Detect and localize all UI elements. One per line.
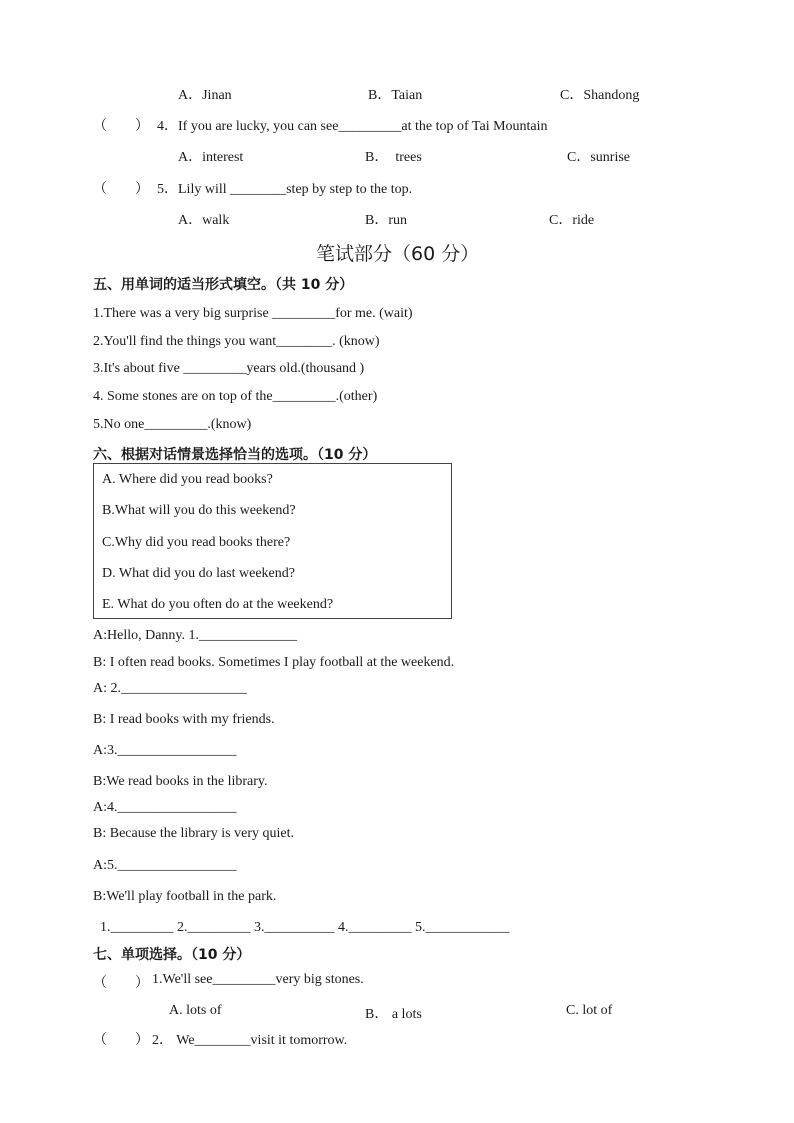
dialogue-line-1: A:Hello, Danny. 1.______________: [93, 628, 298, 643]
section5-item-4: 4. Some stones are on top of the_________.(other): [93, 389, 378, 404]
q5-answer-paren[interactable]: （ ）: [93, 182, 149, 197]
section5-item-2: 2.You'll find the things you want________. (know): [93, 334, 380, 349]
s7-q1-answer-paren[interactable]: （ ）: [93, 976, 149, 991]
section5-heading: 五、用单词的适当形式填空。（共 10 分）: [93, 277, 354, 293]
q4-option-b: B． trees: [365, 150, 422, 165]
section5-item-5: 5.No one_________.(know): [93, 417, 252, 432]
choice-d: D. What did you do last weekend?: [102, 566, 295, 581]
s7-q1-stem: 1.We'll see_________very big stones.: [152, 972, 364, 987]
q5-option-c: C．ride: [549, 213, 595, 228]
written-part-title: 笔试部分（60 分）: [316, 243, 480, 265]
s7-q1-option-b: B． a lots: [365, 1007, 422, 1022]
dialogue-line-9: A:5._________________: [93, 858, 237, 873]
dialogue-line-4: B: I read books with my friends.: [93, 712, 275, 727]
q4-option-c: C．sunrise: [567, 150, 630, 165]
dialogue-line-10: B:We'll play football in the park.: [93, 889, 277, 904]
s7-q2-answer-paren[interactable]: （ ）: [93, 1033, 149, 1048]
section6-choice-box: [93, 463, 452, 619]
choice-a: A. Where did you read books?: [102, 472, 273, 487]
section7-heading: 七、单项选择。（10 分）: [93, 947, 251, 963]
s7-q2-stem: 2． We________visit it tomorrow.: [152, 1033, 348, 1048]
q4-answer-paren[interactable]: （ ）: [93, 119, 149, 134]
choice-c: C.Why did you read books there?: [102, 535, 291, 550]
dialogue-line-8: B: Because the library is very quiet.: [93, 826, 294, 841]
section5-item-1: 1.There was a very big surprise _________for me. (wait): [93, 306, 413, 321]
section6-heading: 六、根据对话情景选择恰当的选项。（10 分）: [93, 447, 377, 463]
q4-option-a: A．interest: [178, 150, 244, 165]
section6-answer-line[interactable]: 1._________ 2._________ 3.__________ 4._________ 5.____________: [100, 920, 510, 935]
q3-option-b: B．Taian: [368, 88, 423, 103]
q5-option-b: B．run: [365, 213, 407, 228]
q4-stem: 4．If you are lucky, you can see_________at the top of Tai Mountain: [157, 119, 548, 134]
q3-option-c: C．Shandong: [560, 88, 640, 103]
section5-item-3: 3.It's about five _________years old.(thousand ): [93, 361, 365, 376]
dialogue-line-3: A: 2.__________________: [93, 681, 247, 696]
q5-stem: 5．Lily will ________step by step to the top.: [157, 182, 413, 197]
dialogue-line-7: A:4._________________: [93, 800, 237, 815]
dialogue-line-6: B:We read books in the library.: [93, 774, 268, 789]
q3-option-a: A．Jinan: [178, 88, 232, 103]
dialogue-line-5: A:3._________________: [93, 743, 237, 758]
q5-option-a: A．walk: [178, 213, 230, 228]
s7-q1-option-a: A. lots of: [169, 1003, 222, 1018]
dialogue-line-2: B: I often read books. Sometimes I play football at the weekend.: [93, 655, 455, 670]
choice-e: E. What do you often do at the weekend?: [102, 597, 334, 612]
choice-b: B.What will you do this weekend?: [102, 503, 296, 518]
s7-q1-option-c: C. lot of: [566, 1003, 613, 1018]
